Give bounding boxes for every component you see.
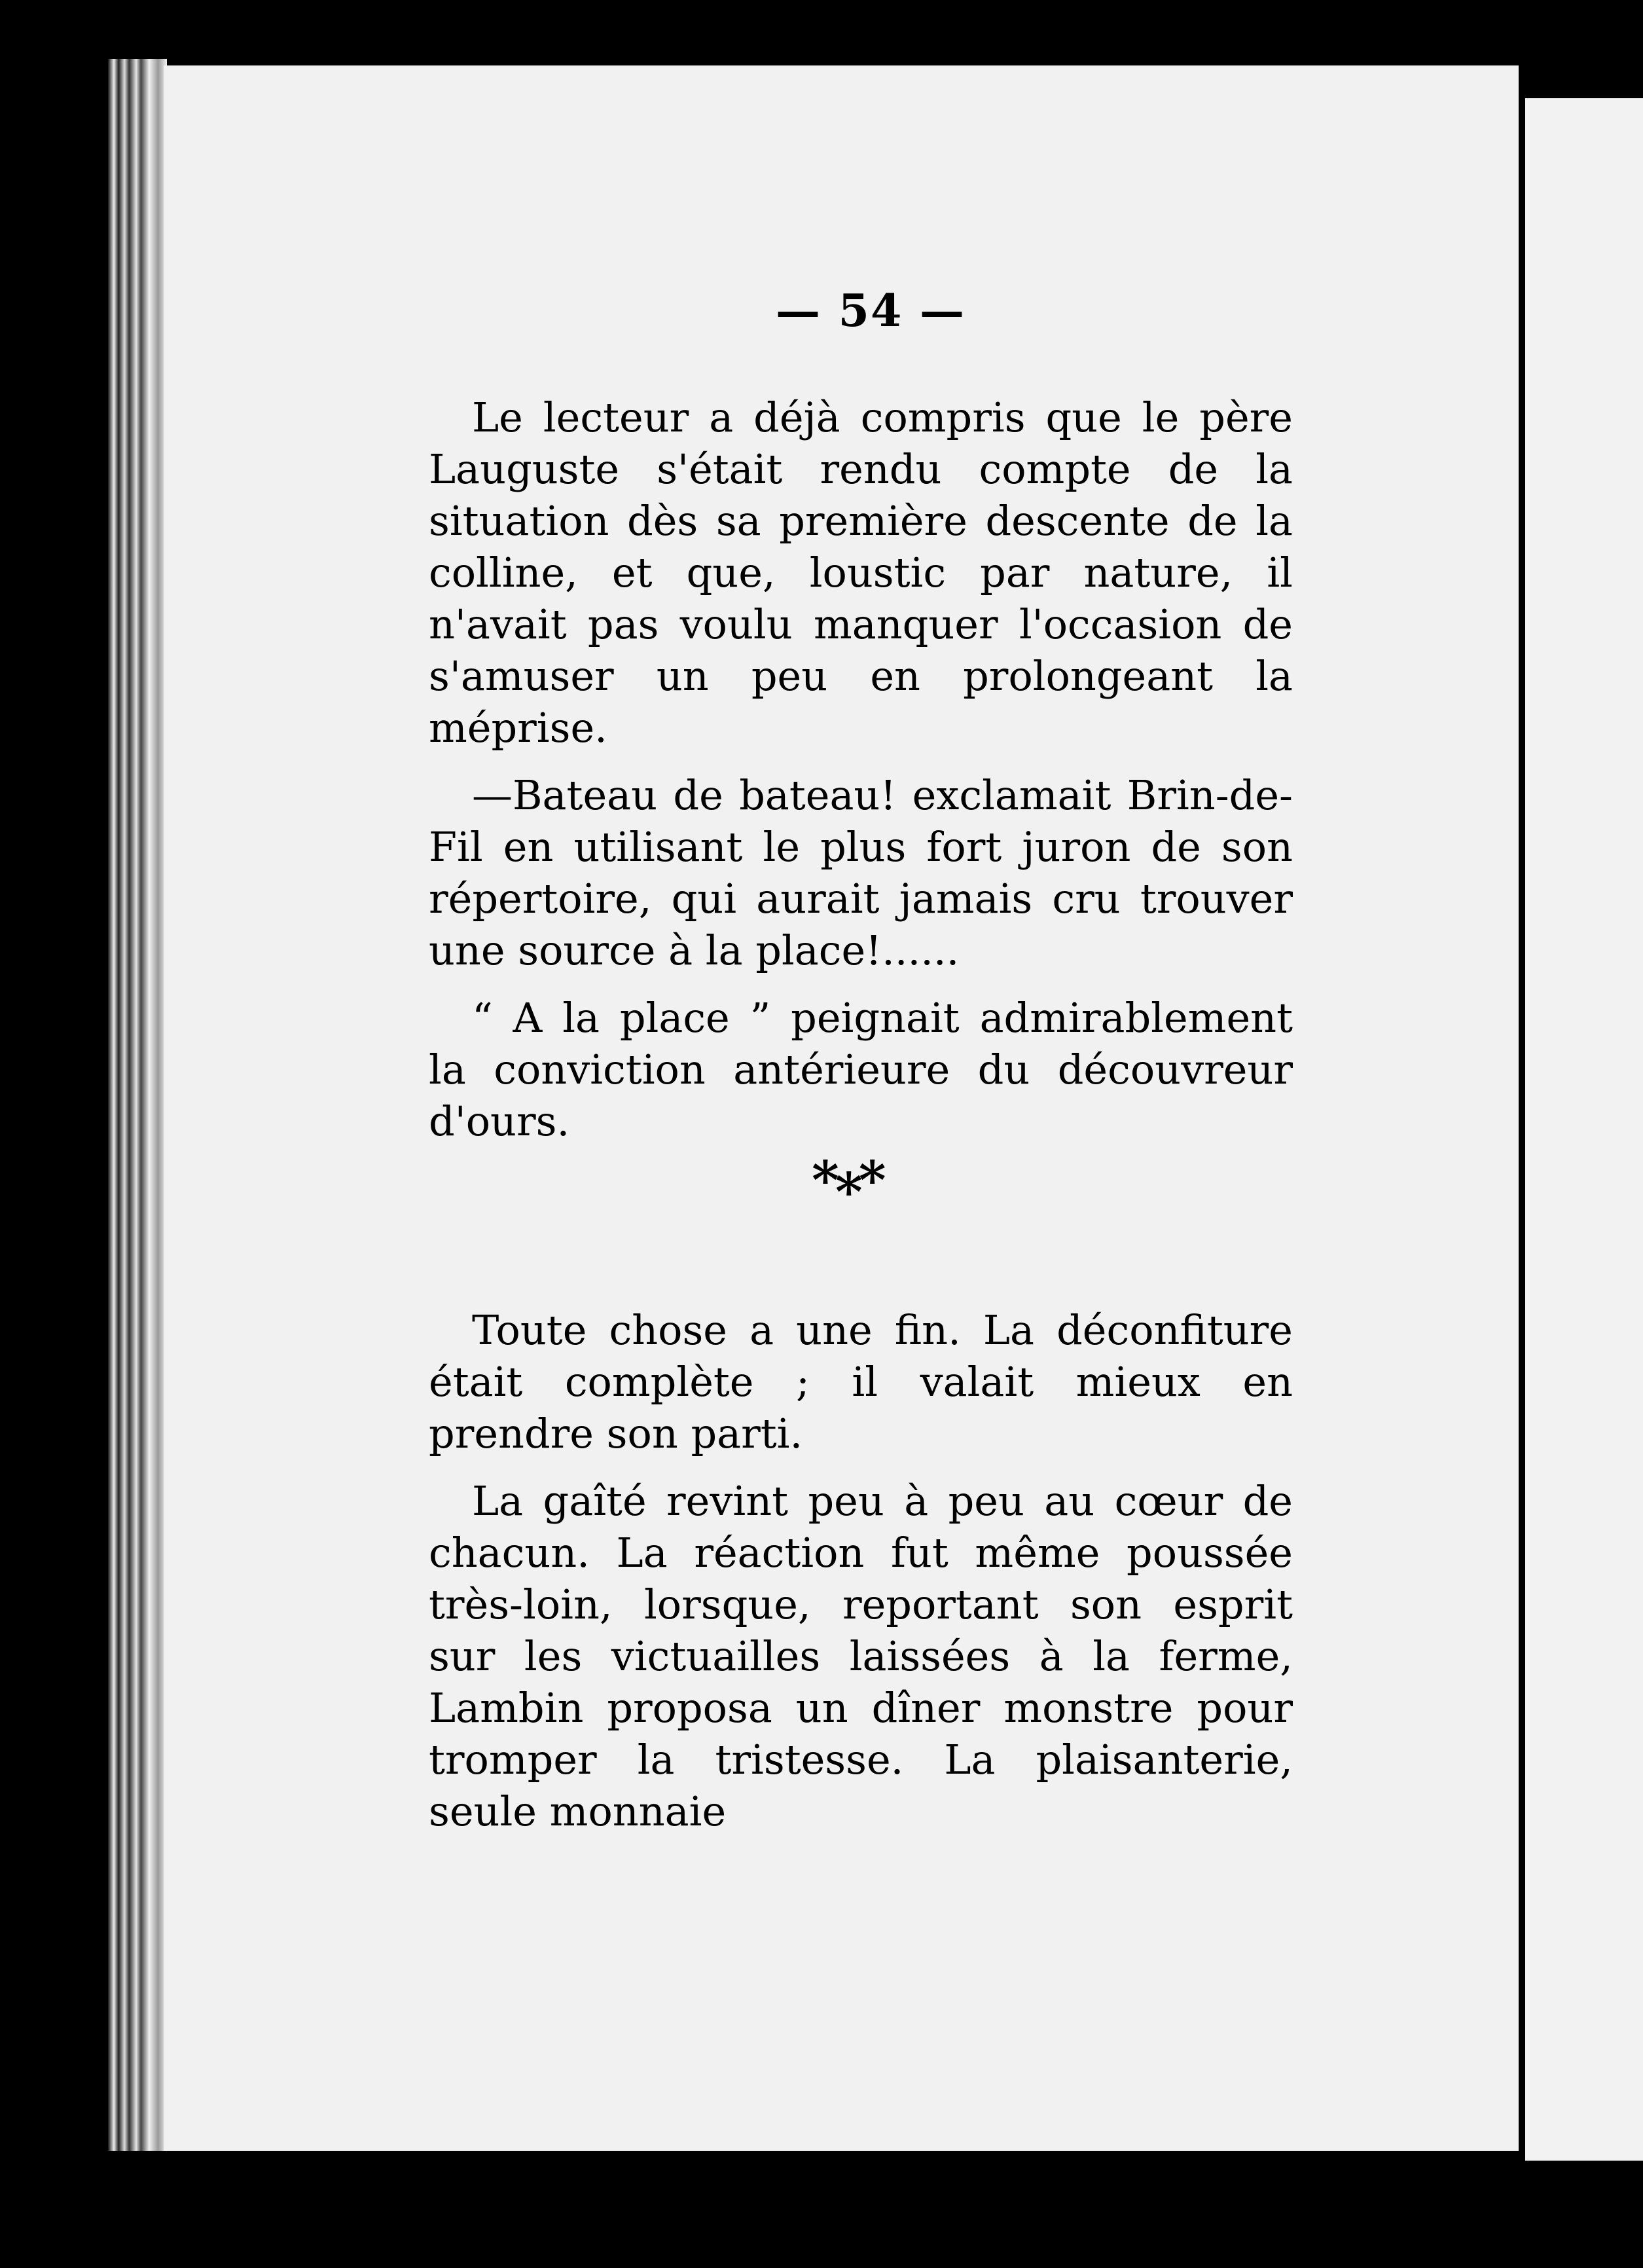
paragraph: Toute chose a une fin. La déconfiture était complète ; il valait mieux en prendre son parti. xyxy=(429,1306,1293,1457)
text-section-2 xyxy=(429,1304,1293,1853)
text-section-1 xyxy=(429,392,1293,1163)
separator-star: * xyxy=(858,1149,882,1211)
separator-star: * xyxy=(812,1149,835,1211)
paragraph: —Bateau de bateau! exclamait Brin-de-Fil en utilisant le plus fort juron de son répertoire, qui aurait jamais cru trouver une source à la place!...... xyxy=(429,771,1293,974)
page-number: — 54 — xyxy=(776,285,966,337)
separator-star: * xyxy=(835,1161,859,1222)
book-spine-edge xyxy=(108,59,167,2151)
facing-page xyxy=(1525,98,1643,2161)
paragraph: Le lecteur a déjà compris que le père Lauguste s'était rendu compte de la situation dès sa première descente de la colline, et que, loustic par nature, il n'avait pas voulu manquer l'occasion de s'amuser un peu en prolongeant la méprise. xyxy=(429,393,1293,752)
paragraph: “ A la place ” peignait admirablement la conviction antérieure du découvreur d'ours. xyxy=(429,994,1293,1145)
paragraph: La gaîté revint peu à peu au cœur de chacun. La réaction fut même poussée très-loin, lorsque, reportant son esprit sur les victuailles laissées à la ferme, Lambin proposa un dîner monstre pour tromper la tristesse. La plaisanterie, seule monnaie xyxy=(429,1477,1293,1835)
section-separator xyxy=(812,1149,882,1222)
